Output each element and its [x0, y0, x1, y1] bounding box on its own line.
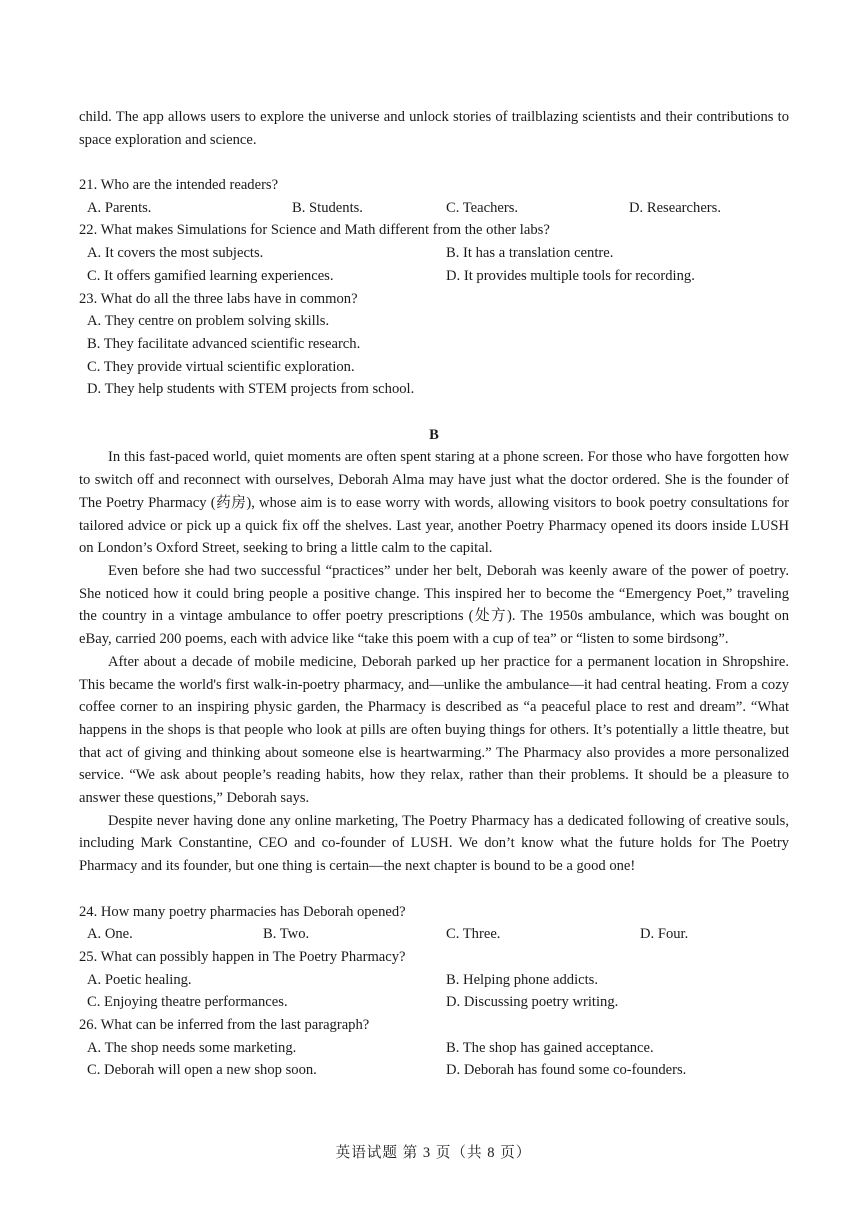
page-content	[79, 106, 789, 1082]
option-b[interactable]: B. Helping phone addicts.	[446, 971, 598, 988]
page-footer: 英语试题 第 3 页（共 8 页）	[335, 1145, 532, 1161]
option-a[interactable]: A. Parents.	[87, 199, 152, 216]
option-d[interactable]: D. They help students with STEM projects from school.	[87, 381, 415, 398]
section-heading: B	[429, 426, 439, 443]
question-21	[79, 174, 789, 219]
passage-paragraph: In this fast-paced world, quiet moments are often spent staring at a phone screen. For those who have forgotten how to switch off and reconnect with ourselves, Deborah Alma may have just what the doctor ordered. She is the founder of The Poetry Pharmacy (药房), whose aim is to ease worry with words, allowing visitors to book poetry consultations for tailored advice or pick up a quick fix off the shelves. Last year, another Poetry Pharmacy opened its doors inside LUSH on London’s Oxford Street, seeking to bring a little calm to the capital.	[79, 449, 789, 557]
option-a[interactable]: A. One.	[87, 926, 133, 943]
question-stem: 23. What do all the three labs have in common?	[79, 290, 358, 307]
question-25	[79, 946, 789, 1014]
question-22	[79, 219, 789, 287]
passage-paragraph: After about a decade of mobile medicine, Deborah parked up her practice for a permanent location in Shropshire. This became the world's first walk-in-poetry pharmacy, and—unlike the ambulance—it had central heating. From a cozy coffee corner to an inspiring physic garden, the Pharmacy is described as “a peaceful place to rest and dream”. “What happens in the shops is that people who look at pills are often buying things for others. It’s potentially a little theatre, but that act of giving and thinking about someone else is heartwarming.” The Pharmacy also provides a more personalized service. “We ask about people’s reading habits, how they relax, rather than their problems. It should be a pleasure to answer these questions,” Deborah says.	[79, 653, 789, 807]
option-a[interactable]: A. It covers the most subjects.	[87, 245, 264, 262]
options-row	[79, 265, 789, 288]
options-row	[79, 242, 789, 265]
option-b[interactable]: B. They facilitate advanced scientific research.	[87, 335, 361, 352]
passage-paragraph: Despite never having done any online marketing, The Poetry Pharmacy has a dedicated following of creative souls, including Mark Constantine, CEO and co-founder of LUSH. We don’t know what the future holds for The Poetry Pharmacy and its founder, but one thing is certain—the next chapter is bound to be a good one!	[79, 812, 789, 875]
options-row	[79, 1037, 789, 1060]
question-stem: 21. Who are the intended readers?	[79, 177, 279, 194]
passage-b	[79, 424, 789, 878]
option-c[interactable]: C. Teachers.	[446, 199, 519, 216]
option-d[interactable]: D. Researchers.	[629, 199, 721, 216]
question-stem: 26. What can be inferred from the last paragraph?	[79, 1016, 370, 1033]
option-b[interactable]: B. The shop has gained acceptance.	[446, 1039, 654, 1056]
option-c[interactable]: C. Three.	[446, 926, 501, 943]
options-row	[79, 991, 789, 1014]
question-stem: 24. How many poetry pharmacies has Deborah opened?	[79, 903, 406, 920]
question-24	[79, 901, 789, 946]
question-23	[79, 288, 789, 402]
question-stem: 22. What makes Simulations for Science and Math different from the other labs?	[79, 222, 550, 239]
options-row	[79, 923, 789, 946]
option-c[interactable]: C. They provide virtual scientific exploration.	[87, 358, 355, 375]
option-c[interactable]: C. Deborah will open a new shop soon.	[87, 1062, 317, 1079]
options-row	[79, 1059, 789, 1082]
option-c[interactable]: C. Enjoying theatre performances.	[87, 994, 288, 1011]
option-d[interactable]: D. Discussing poetry writing.	[446, 994, 619, 1011]
option-a[interactable]: A. The shop needs some marketing.	[87, 1039, 297, 1056]
option-d[interactable]: D. Four.	[640, 926, 689, 943]
option-d[interactable]: D. It provides multiple tools for recording.	[446, 267, 695, 284]
passage-paragraph: Even before she had two successful “practices” under her belt, Deborah was keenly aware of the power of poetry. She noticed how it could bring people a positive change. This inspired her to become the “Emergency Poet,” traveling the country in a vintage ambulance to offer poetry prescriptions (处方). The 1950s ambulance, which was bought on eBay, carried 200 poems, each with advice like “take this poem with a cup of tea” or “listen to some birdsong”.	[79, 562, 789, 648]
option-b[interactable]: B. It has a translation centre.	[446, 245, 614, 262]
options-row	[79, 197, 789, 220]
option-b[interactable]: B. Students.	[292, 199, 363, 216]
question-26	[79, 1014, 789, 1082]
option-a[interactable]: A. Poetic healing.	[87, 971, 192, 988]
option-a[interactable]: A. They centre on problem solving skills.	[87, 313, 330, 330]
question-stem: 25. What can possibly happen in The Poetry Pharmacy?	[79, 948, 406, 965]
option-d[interactable]: D. Deborah has found some co-founders.	[446, 1062, 687, 1079]
intro-paragraph: child. The app allows users to explore the universe and unlock stories of trailblazing scientists and their contributions to space exploration and science.	[79, 109, 789, 148]
option-c[interactable]: C. It offers gamified learning experiences.	[87, 267, 334, 284]
option-b[interactable]: B. Two.	[263, 926, 310, 943]
options-row	[79, 969, 789, 992]
